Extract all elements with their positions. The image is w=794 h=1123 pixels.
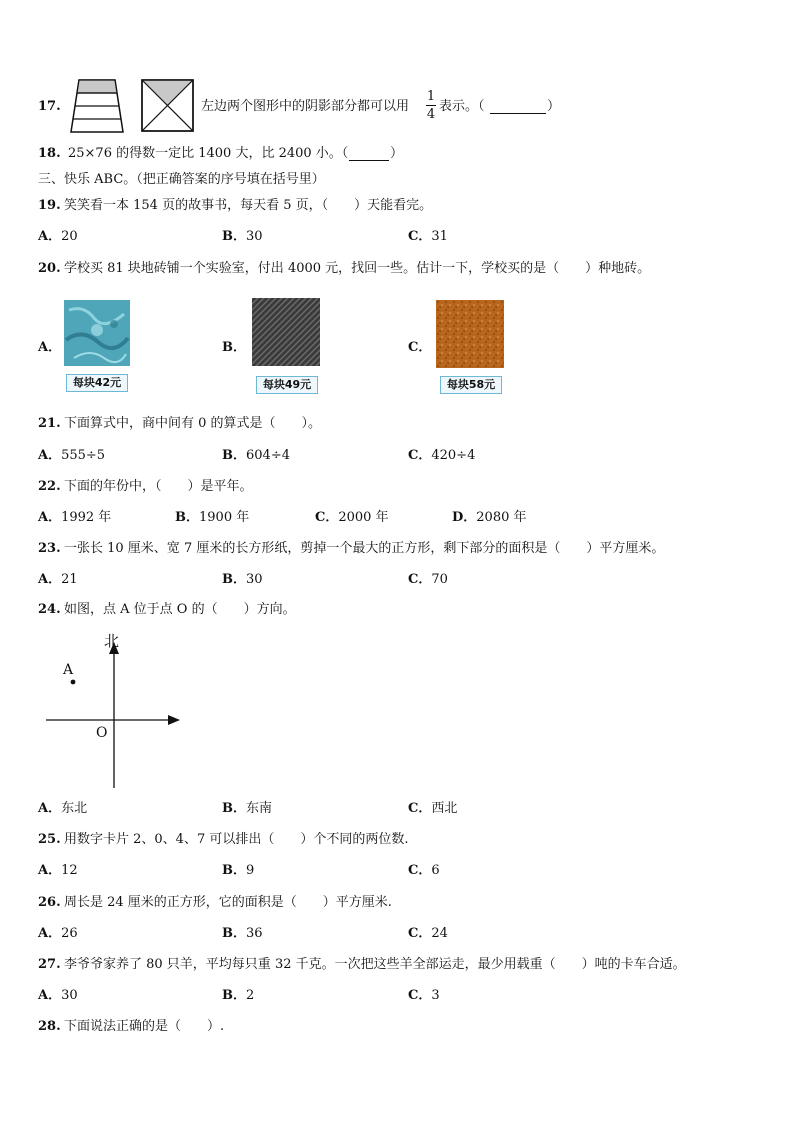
q24-option-b[interactable]: B．东南 xyxy=(222,801,273,816)
q18-number: 18. xyxy=(38,146,61,161)
q26-option-b[interactable]: B．36 xyxy=(222,926,263,941)
q21-option-b[interactable]: B．604÷4 xyxy=(222,448,290,463)
q27-option-b[interactable]: B．2 xyxy=(222,988,255,1003)
q22-option-c[interactable]: C．2000 年 xyxy=(315,510,389,525)
q17-answer-blank[interactable] xyxy=(490,101,546,114)
q21-option-c[interactable]: C．420÷4 xyxy=(408,448,476,463)
q18-text: 25×76 的得数一定比 1400 大，比 2400 小。（ xyxy=(68,146,349,161)
q19-option-a[interactable]: A．20 xyxy=(38,229,78,244)
q22-option-a[interactable]: A．1992 年 xyxy=(38,510,112,525)
direction-axes-figure xyxy=(40,630,190,790)
dark-weave-tile-image[interactable] xyxy=(252,298,320,366)
q19-number: 19. xyxy=(38,198,61,213)
q26-option-a[interactable]: A．26 xyxy=(38,926,78,941)
q17-text-2: 表示。（ xyxy=(439,99,485,114)
fraction-numerator: 1 xyxy=(426,89,436,104)
q20-price-a: 每块42元 xyxy=(66,374,128,392)
q20-price-c: 每块58元 xyxy=(440,376,502,394)
q26-number: 26. xyxy=(38,895,61,910)
q21-option-a[interactable]: A．555÷5 xyxy=(38,448,106,463)
q18-close: ） xyxy=(390,146,404,161)
q17-number: 17. xyxy=(38,99,61,114)
q25-number: 25. xyxy=(38,832,61,847)
q20-text: 学校买 81 块地砖铺一个实验室，付出 4000 元，找回一些。估计一下，学校买的是（ ）种地砖。 xyxy=(64,261,651,276)
section-heading: 三、快乐 ABC。（把正确答案的序号填在括号里） xyxy=(38,172,325,187)
q26-text: 周长是 24 厘米的正方形，它的面积是（ ）平方厘米. xyxy=(64,895,392,910)
q17-text: 左边两个图形中的阴影部分都可以用 xyxy=(201,99,410,114)
q21-text: 下面算式中，商中间有 0 的算式是（ ）。 xyxy=(64,416,322,431)
fraction-bar xyxy=(426,105,436,106)
q23-option-b[interactable]: B．30 xyxy=(222,572,263,587)
q26-option-c[interactable]: C．24 xyxy=(408,926,448,941)
q23-option-a[interactable]: A．21 xyxy=(38,572,78,587)
q27-number: 27. xyxy=(38,957,61,972)
blue-marble-tile-image[interactable] xyxy=(64,300,130,366)
square-diagonal-figure xyxy=(141,79,195,133)
q19-option-b[interactable]: B．30 xyxy=(222,229,263,244)
q27-option-c[interactable]: C．3 xyxy=(408,988,440,1003)
q27-option-a[interactable]: A．30 xyxy=(38,988,78,1003)
q20-option-b-label[interactable]: B． xyxy=(222,340,246,355)
north-label: 北 xyxy=(104,632,120,650)
q17-close: ） xyxy=(547,99,561,114)
q21-number: 21. xyxy=(38,416,61,431)
fraction-denominator: 4 xyxy=(426,107,436,122)
trapezoid-figure xyxy=(67,78,127,134)
q27-text: 李爷爷家养了 80 只羊，平均每只重 32 千克。一次把这些羊全部运走，最少用载重（ ）吨的卡车合适。 xyxy=(64,957,686,972)
q23-number: 23. xyxy=(38,541,61,556)
q22-text: 下面的年份中，（ ）是平年。 xyxy=(64,479,253,494)
origin-label: O xyxy=(96,725,108,741)
q19-option-c[interactable]: C．31 xyxy=(408,229,448,244)
q22-option-d[interactable]: D．2080 年 xyxy=(452,510,527,525)
q25-option-c[interactable]: C．6 xyxy=(408,863,440,878)
q24-option-a[interactable]: A．东北 xyxy=(38,801,88,816)
q23-text: 一张长 10 厘米、宽 7 厘米的长方形纸，剪掉一个最大的正方形，剩下部分的面积是（ ）平方厘米。 xyxy=(64,541,665,556)
q28-number: 28. xyxy=(38,1019,61,1034)
q24-option-c[interactable]: C．西北 xyxy=(408,801,458,816)
q18-answer-blank[interactable] xyxy=(349,148,389,161)
q22-option-b[interactable]: B．1900 年 xyxy=(175,510,250,525)
q25-option-a[interactable]: A．12 xyxy=(38,863,78,878)
q23-option-c[interactable]: C．70 xyxy=(408,572,448,587)
q22-number: 22. xyxy=(38,479,61,494)
q25-option-b[interactable]: B．9 xyxy=(222,863,255,878)
q19-text: 笑笑看一本 154 页的故事书，每天看 5 页，（ ）天能看完。 xyxy=(64,198,433,213)
q20-option-a-label[interactable]: A． xyxy=(38,340,62,355)
brown-cork-tile-image[interactable] xyxy=(436,300,504,368)
q20-price-b: 每块49元 xyxy=(256,376,318,394)
q24-number: 24. xyxy=(38,602,61,617)
point-a-label: A xyxy=(63,662,74,678)
q25-text: 用数字卡片 2、0、4、7 可以排出（ ）个不同的两位数. xyxy=(64,832,409,847)
point-a-dot xyxy=(71,680,76,685)
q28-text: 下面说法正确的是（ ）. xyxy=(64,1019,225,1034)
q20-number: 20. xyxy=(38,261,61,276)
q24-text: 如图，点 A 位于点 O 的（ ）方向。 xyxy=(64,602,296,617)
q20-option-c-label[interactable]: C． xyxy=(408,340,432,355)
